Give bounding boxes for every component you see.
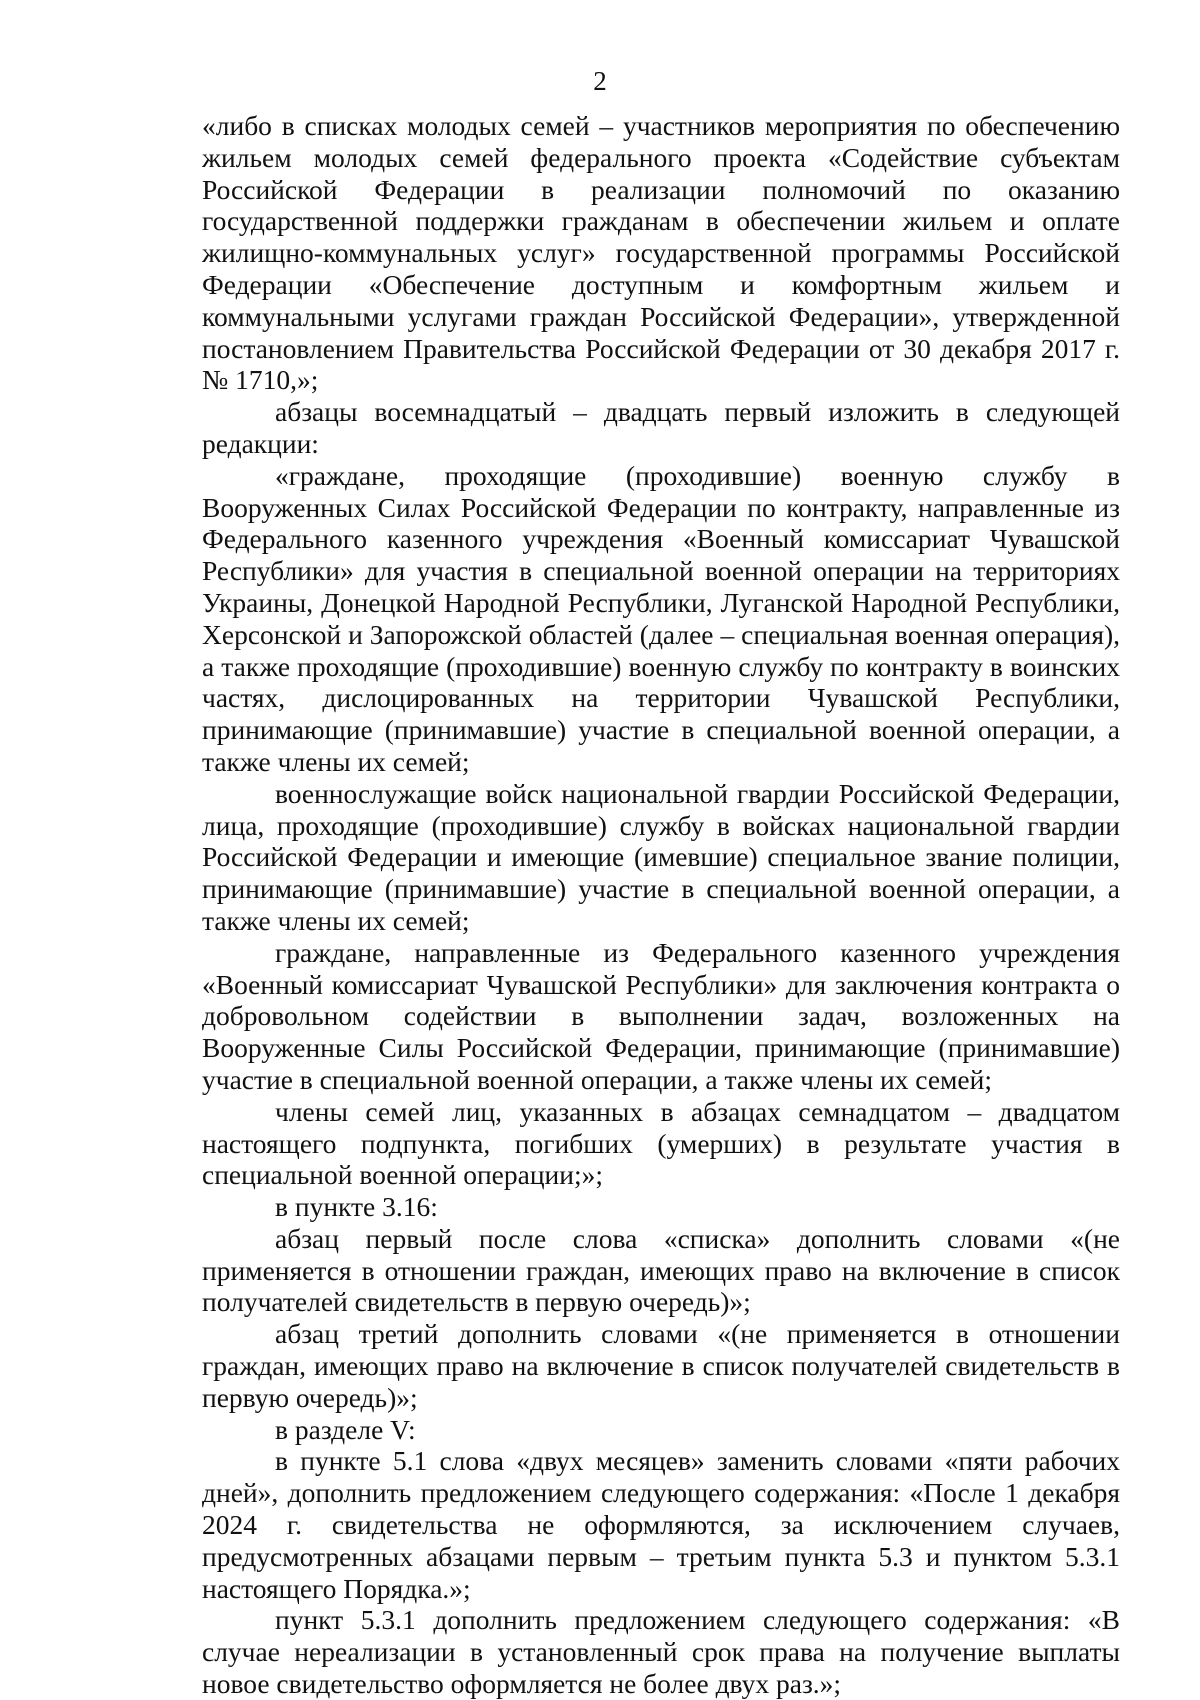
- paragraph-5: граждане, направленные из Федерального казенного учреждения «Военный комиссариат Чувашской Республики» для заключения контракта о добровольном содействии в выполнении задач, возложенных на Вооруженные Силы Российской Федерации, принимающие (принимавшие) участие в специальной военной операции, а также члены их семей;: [202, 936, 1120, 1095]
- paragraph-11: в пункте 5.1 слова «двух месяцев» заменить словами «пяти рабочих дней», дополнить предложением следующего содержания: «После 1 декабря 2024 г. свидетельства не оформляются, за исключением случаев, предусмотренных абзацами первым – третьим пункта 5.3 и пунктом 5.3.1 настоящего Порядка.»;: [202, 1445, 1120, 1604]
- paragraph-9: абзац третий дополнить словами «(не применяется в отношении граждан, имеющих право на включение в список получателей свидетельств в первую очередь)»;: [202, 1318, 1120, 1413]
- paragraph-8: абзац первый после слова «списка» дополнить словами «(не применяется в отношении граждан, имеющих право на включение в список получателей свидетельств в первую очередь)»;: [202, 1222, 1120, 1318]
- paragraph-12: пункт 5.3.1 дополнить предложением следующего содержания: «В случае нереализации в установленный срок права на получение выплаты новое свидетельство оформляется не более двух раз.»;: [202, 1604, 1120, 1700]
- paragraph-7: в пункте 3.16:: [275, 1191, 438, 1223]
- paragraph-3: «граждане, проходящие (проходившие) военную службу в Вооруженных Силах Российской Федерации по контракту, направленные из Федерального казенного учреждения «Военный комиссариат Чувашской Республики» для участия в специальной военной операции на территориях Украины, Донецкой Народной Республики, Луганской Народной Республики, Херсонской и Запорожской областей (далее – специальная военная операция), а также проходящие (проходившие) военную службу по контракту в воинских частях, дислоцированных на территории Чувашской Республики, принимающие (принимавшие) участие в специальной военной операции, а также члены их семей;: [202, 459, 1120, 777]
- paragraph-2: абзацы восемнадцатый – двадцать первый изложить в следующей редакции:: [202, 396, 1120, 459]
- paragraph-4: военнослужащие войск национальной гвардии Российской Федерации, лица, проходящие (проходившие) службу в войсках национальной гвардии Российской Федерации и имеющие (имевшие) специальное звание полиции, принимающие (принимавшие) участие в специальной военной операции, а также члены их семей;: [202, 777, 1120, 936]
- page-number: 2: [593, 66, 607, 96]
- paragraph-10: в разделе V:: [275, 1413, 416, 1445]
- paragraph-6: члены семей лиц, указанных в абзацах семнадцатом – двадцатом настоящего подпункта, погибших (умерших) в результате участия в специальной военной операции;»;: [202, 1095, 1120, 1191]
- paragraph-1: «либо в списках молодых семей – участников мероприятия по обеспечению жильем молодых семей федерального проекта «Содействие субъектам Российской Федерации в реализации полномочий по оказанию государственной поддержки гражданам в обеспечении жильем и оплате жилищно-коммунальных услуг» государственной программы Российской Федерации «Обеспечение доступным и комфортным жильем и коммунальными услугами граждан Российской Федерации», утвержденной постановлением Правительства Российской Федерации от 30 декабря 2017 г. № 1710,»;: [202, 110, 1120, 396]
- document-body: [202, 110, 1120, 1700]
